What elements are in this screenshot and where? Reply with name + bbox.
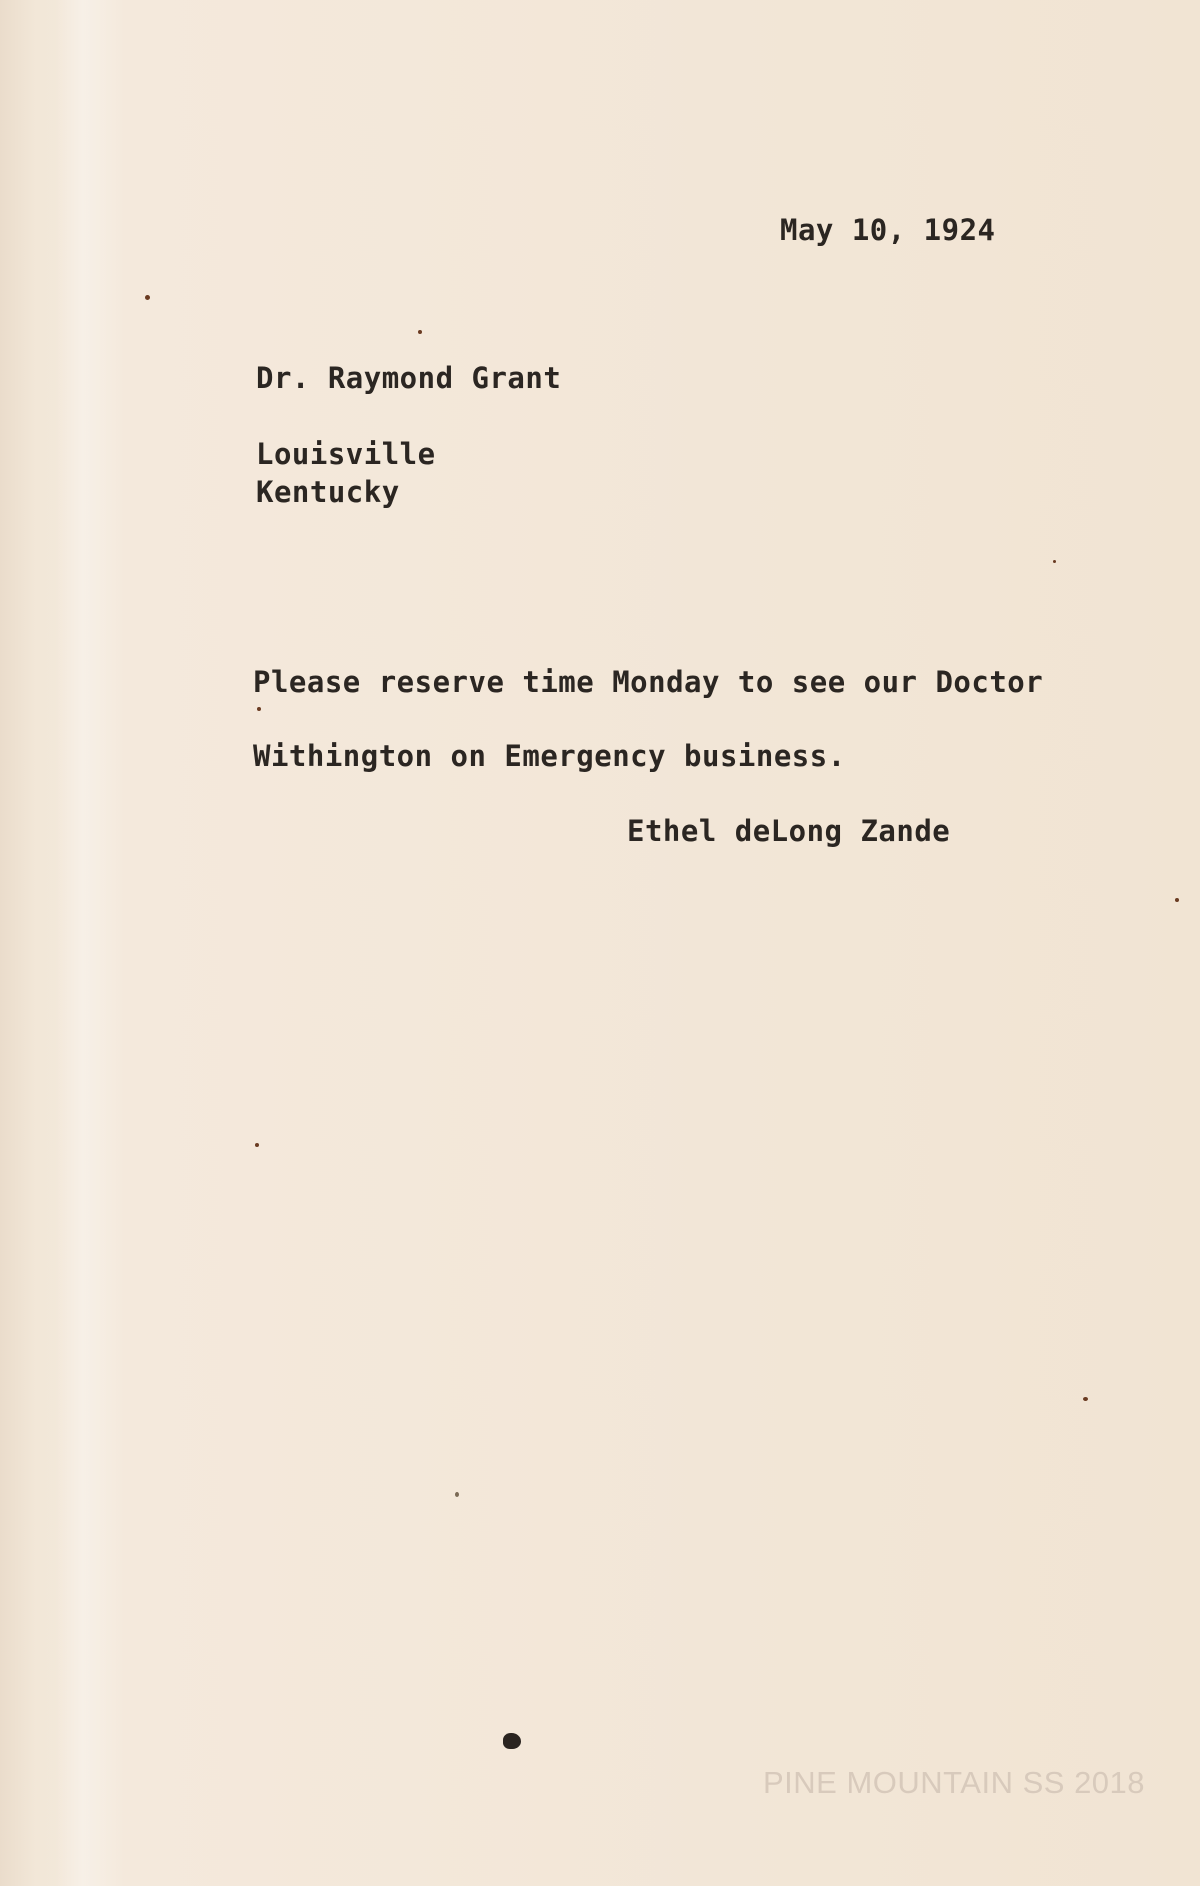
letter-addressee: Dr. Raymond Grant <box>256 361 562 395</box>
paper-speck <box>145 295 150 300</box>
letter-date: May 10, 1924 <box>780 213 996 247</box>
paper-speck <box>255 1143 259 1147</box>
letter-city: Louisville <box>256 437 436 471</box>
paper-speck <box>257 707 261 711</box>
letter-body-line-1: Please reserve time Monday to see our Doctor <box>253 665 1044 699</box>
letter-state: Kentucky <box>256 475 400 509</box>
letter-signature: Ethel deLong Zande <box>627 814 951 848</box>
watermark: PINE MOUNTAIN SS 2018 <box>763 1765 1146 1800</box>
paper-speck <box>418 330 422 334</box>
paper-speck <box>1053 560 1056 563</box>
paper-speck <box>1083 1397 1088 1401</box>
paper-speck <box>455 1492 459 1497</box>
paper-edge-highlight <box>55 0 125 1886</box>
ink-blot <box>503 1733 521 1749</box>
letter-body-line-2: Withington on Emergency business. <box>253 739 846 773</box>
paper-speck <box>1175 898 1179 902</box>
